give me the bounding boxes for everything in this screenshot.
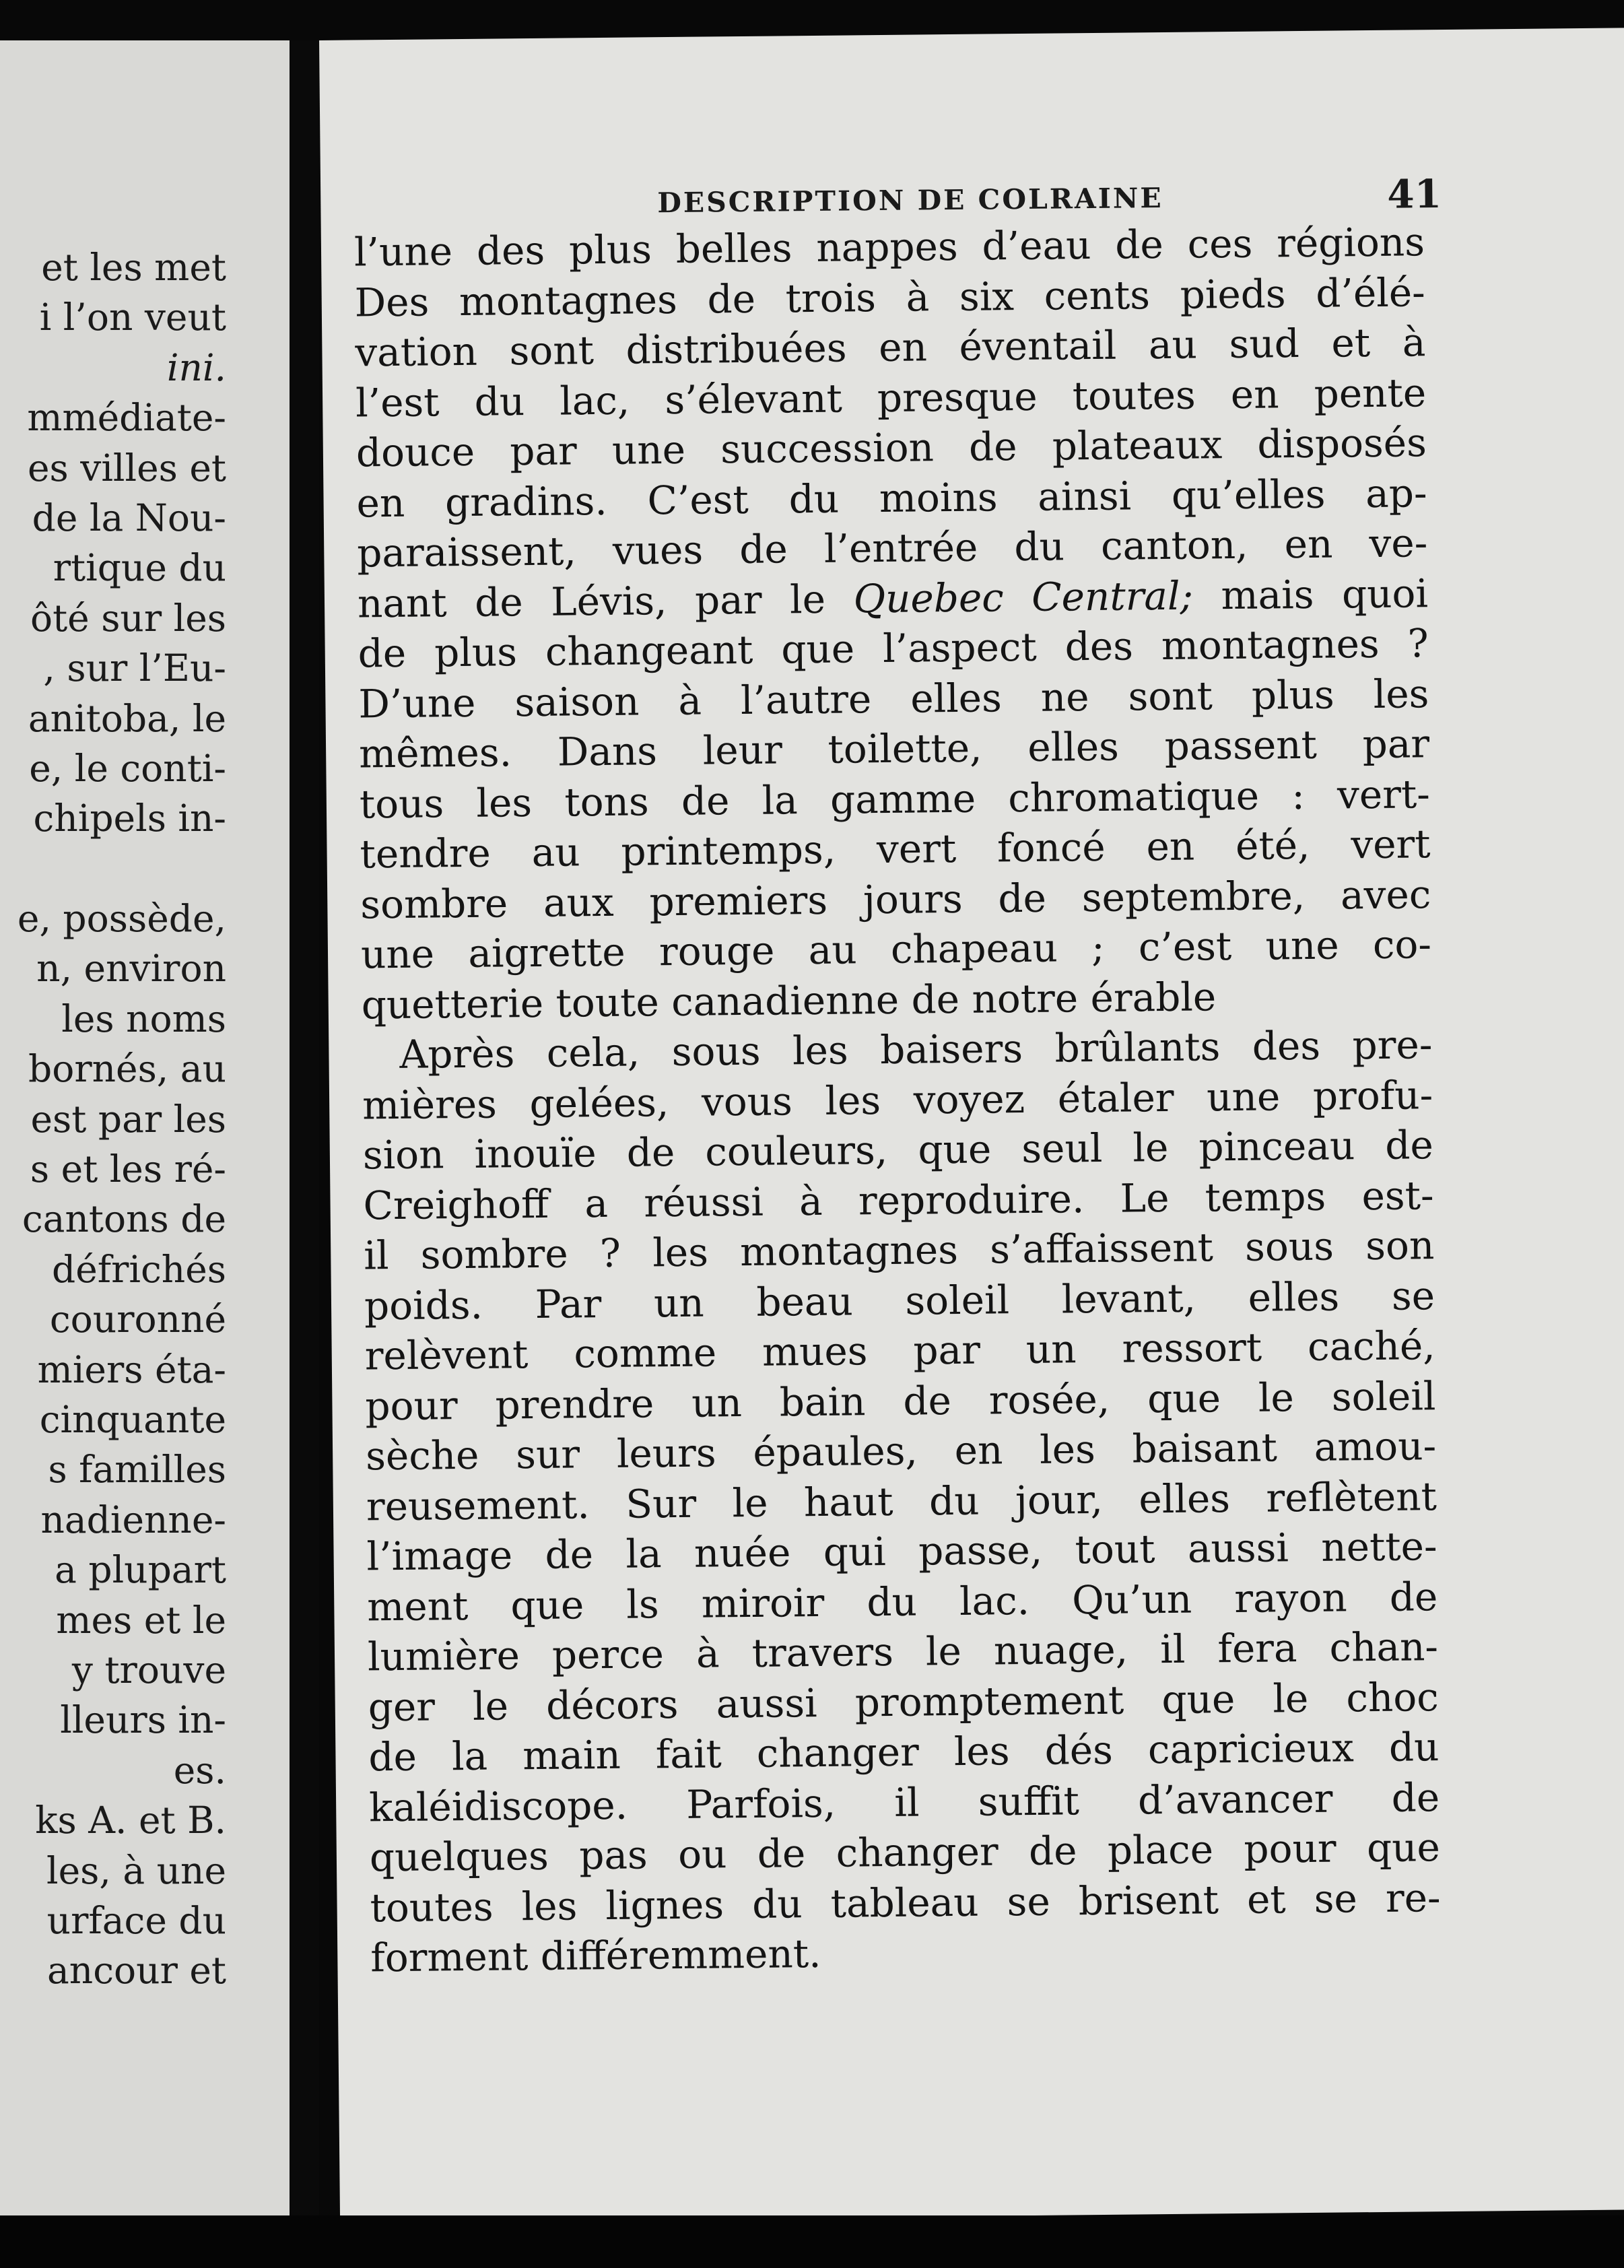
left-line: urface du	[46, 1898, 226, 1942]
left-line: miers éta-	[37, 1347, 226, 1391]
left-line: couronné	[49, 1298, 226, 1341]
left-line: et les met	[41, 246, 226, 289]
text-line: en gradins. C’est du moins ainsi qu’elles ap-	[356, 469, 1427, 526]
left-line: ancour et	[47, 1949, 226, 1993]
left-line: chipels in-	[33, 797, 226, 840]
text-line: ment que ls miroir du lac. Qu’un rayon de	[367, 1573, 1438, 1630]
text-line: mières gelées, vous les voyez étaler une profu-	[362, 1071, 1433, 1128]
text-line: une aigrette rouge au chapeau ; c’est une co-	[360, 921, 1432, 978]
text-line: sèche sur leurs épaules, en les baisant amou-	[365, 1423, 1437, 1479]
text-line: forment différemment.	[370, 1930, 821, 1981]
text-line: nant de Lévis, par le Quebec Central; mais quoi	[357, 570, 1429, 626]
text-line: Après cela, sous les baisers brûlants des pre-	[399, 1022, 1433, 1077]
left-line: ôté sur les	[30, 596, 226, 640]
text-line: lumière perce à travers le nuage, il fera chan-	[367, 1624, 1439, 1680]
text-line: l’une des plus belles nappes d’eau de ces régions	[353, 219, 1425, 275]
left-line: s et les ré-	[30, 1147, 226, 1191]
text-line: ger le décors aussi promptement que le choc	[368, 1673, 1440, 1730]
text-line: paraissent, vues de l’entrée du canton, en ve-	[356, 520, 1428, 576]
left-line: ks A. et B.	[35, 1799, 226, 1842]
left-line: de la Nou-	[32, 496, 226, 539]
text-line: de plus changeant que l’aspect des montagnes ?	[358, 620, 1429, 677]
left-line: ini.	[166, 345, 226, 389]
left-line: s familles	[48, 1448, 226, 1492]
left-line: es villes et	[27, 446, 226, 490]
text-line: D’une saison à l’autre elles ne sont plus les	[358, 670, 1429, 727]
text-line: kaléidiscope. Parfois, il suffit d’avancer de	[368, 1774, 1440, 1830]
text-line: Creighoff a réussi à reproduire. Le temps est-	[363, 1172, 1434, 1228]
left-line: y trouve	[71, 1648, 226, 1692]
left-line: a plupart	[55, 1548, 226, 1592]
text-line: pour prendre un bain de rosée, que le soleil	[365, 1372, 1436, 1429]
left-line: les, à une	[46, 1848, 226, 1892]
left-line: rtique du	[53, 546, 226, 590]
text-line: Des montagnes de trois à six cents pieds d’élé-	[354, 269, 1425, 326]
text-line: l’image de la nuée qui passe, tout aussi nette-	[366, 1523, 1437, 1580]
left-line: les noms	[61, 997, 226, 1040]
text-line: quetterie toute canadienne de notre érable	[361, 973, 1217, 1028]
text-line: toutes les lignes du tableau se brisent et se re-	[370, 1874, 1441, 1931]
text-line: tous les tons de la gamme chromatique : vert-	[359, 770, 1431, 827]
left-line: cantons de	[22, 1197, 226, 1241]
left-line: cinquante	[39, 1397, 226, 1441]
text-line: reusement. Sur le haut du jour, elles reflètent	[366, 1473, 1437, 1529]
text-line: tendre au printemps, vert foncé en été, vert	[360, 821, 1431, 877]
left-line: mes et le	[56, 1598, 226, 1642]
text-line: l’est du lac, s’élevant presque toutes en pente	[355, 369, 1427, 426]
left-line: bornés, au	[28, 1047, 226, 1091]
left-line: , sur l’Eu-	[43, 646, 226, 690]
text-line: douce par une succession de plateaux disposés	[356, 420, 1427, 476]
text-line: sombre aux premiers jours de septembre, avec	[360, 871, 1431, 927]
left-line: est par les	[30, 1097, 226, 1141]
scan-bottom-edge	[0, 2215, 1624, 2268]
text-line: mêmes. Dans leur toilette, elles passent par	[358, 721, 1430, 777]
left-line: mmédiate-	[27, 396, 226, 440]
text-line: relèvent comme mues par un ressort caché,	[364, 1323, 1436, 1379]
right-page	[319, 28, 1624, 2222]
left-line: nadienne-	[40, 1498, 226, 1541]
text-line: vation sont distribuées en éventail au sud et à	[355, 319, 1426, 376]
left-line: lleurs in-	[60, 1698, 226, 1742]
left-line: n, environ	[36, 947, 226, 991]
left-line: i l’on veut	[39, 296, 226, 339]
text-line: il sombre ? les montagnes s’affaissent sous son	[363, 1222, 1435, 1279]
book-gutter	[290, 40, 319, 2215]
text-line: sion inouïe de couleurs, que seul le pinceau de	[362, 1122, 1434, 1178]
railway-name-italic: Quebec Central;	[853, 572, 1194, 622]
left-line: e, le conti-	[29, 746, 226, 790]
body-text	[354, 217, 1442, 1983]
left-facing-page	[0, 40, 290, 2215]
text-line: de la main fait changer les dés capricieux du	[368, 1724, 1440, 1780]
left-line: défrichés	[52, 1247, 226, 1291]
left-line	[0, 844, 226, 894]
page-number: 41	[1386, 171, 1442, 218]
left-page-text	[0, 242, 226, 1996]
left-line: e, possède,	[17, 897, 226, 941]
left-line: anitoba, le	[28, 696, 226, 740]
left-line: es.	[173, 1748, 226, 1792]
running-head: DESCRIPTION DE COLRAINE	[657, 181, 1163, 220]
text-line: poids. Par un beau soleil levant, elles se	[364, 1272, 1435, 1329]
text-line: quelques pas ou de changer de place pour que	[369, 1824, 1441, 1881]
